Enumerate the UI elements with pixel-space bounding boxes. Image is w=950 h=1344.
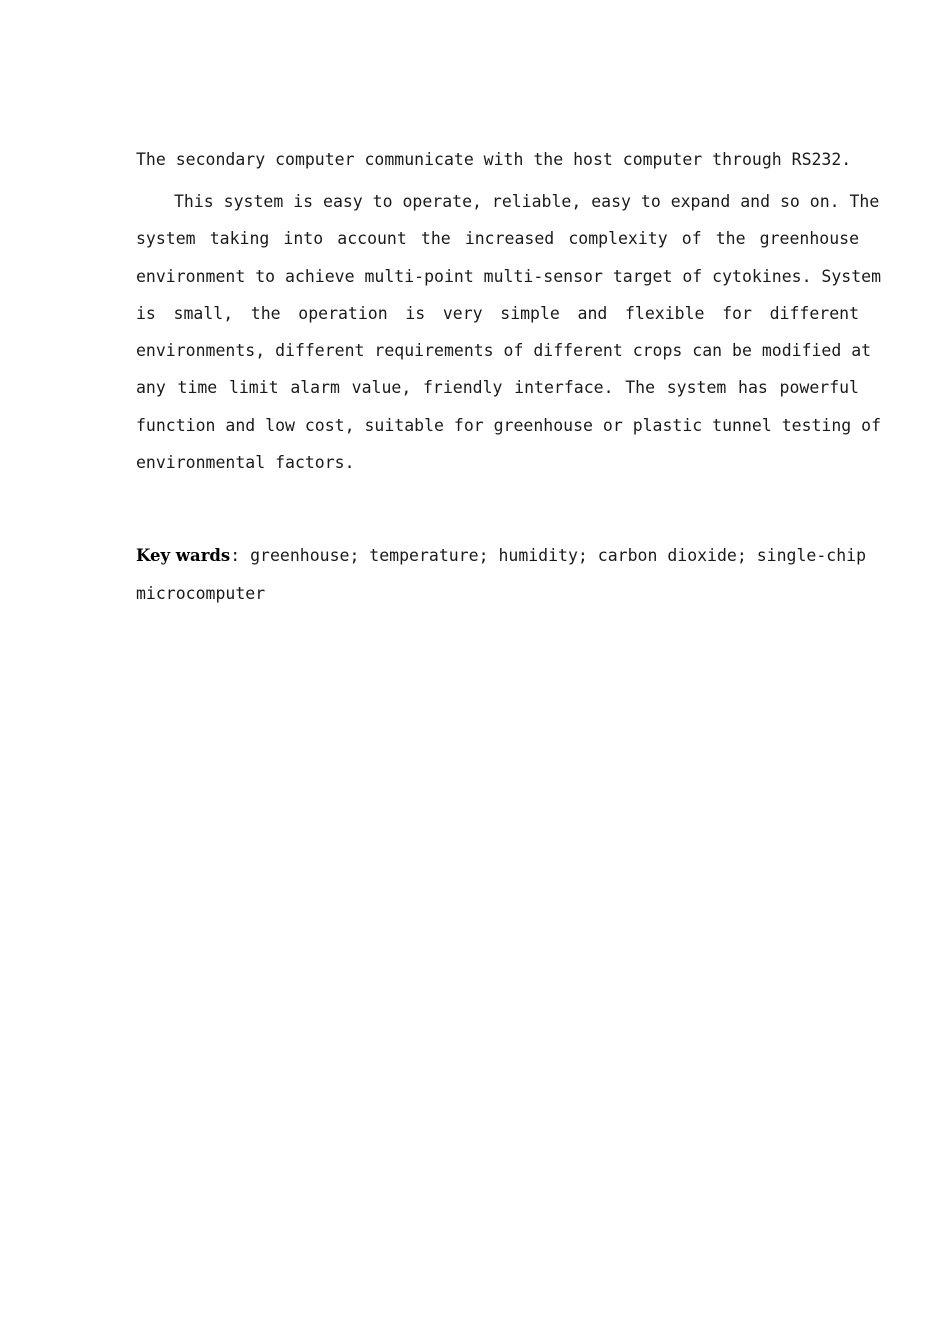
keywords-line: [136, 537, 867, 574]
paragraph-line: environmental factors.: [136, 453, 355, 473]
paragraph-line: system taking into account the increased complexity of the greenhouse: [136, 229, 859, 249]
abstract-paragraph: [136, 183, 882, 481]
document-page: [136, 145, 882, 612]
section-spacer: [136, 481, 859, 537]
paragraph-line: function and low cost, suitable for greenhouse or plastic tunnel testing of: [136, 415, 882, 435]
paragraph-line: any time limit alarm value, friendly interface. The system has powerful: [136, 378, 859, 398]
keywords-section: [136, 537, 867, 612]
keywords-label: Key wards: [136, 546, 231, 566]
paragraph-line: is small, the operation is very simple and flexible for different: [136, 303, 859, 323]
paragraph-line: This system is easy to operate, reliable, easy to expand and so on. The: [174, 192, 880, 211]
keywords-separator: :: [230, 546, 241, 566]
paragraph-line: environment to achieve multi-point multi-sensor target of cytokines. System: [136, 266, 882, 286]
paragraph-line: environments, different requirements of different crops can be modified at: [136, 341, 872, 361]
keywords-line-continued: microcomputer: [136, 583, 266, 603]
intro-line: The secondary computer communicate with the host computer through RS232.: [136, 150, 852, 169]
keywords-list: greenhouse; temperature; humidity; carbon dioxide; single-chip: [240, 546, 867, 566]
